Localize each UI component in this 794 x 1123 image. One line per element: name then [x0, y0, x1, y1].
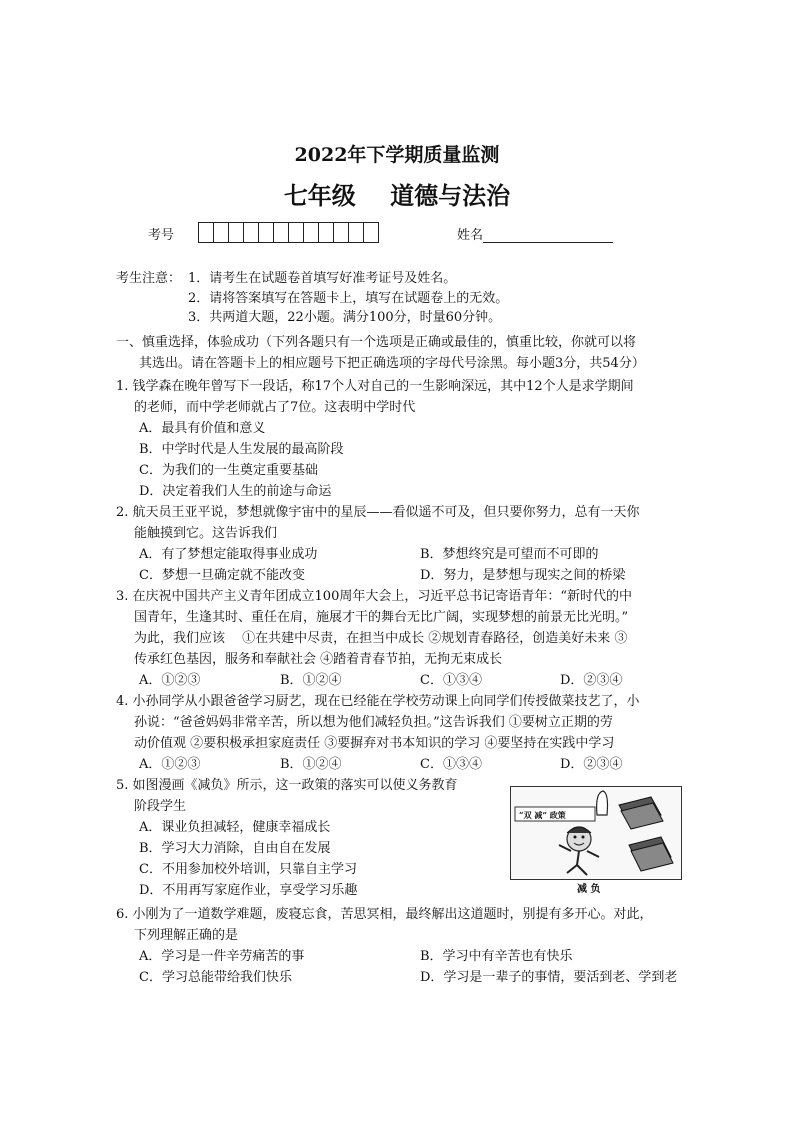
exam-no-box[interactable] [214, 223, 229, 242]
exam-no-box[interactable] [334, 223, 349, 242]
exam-no-box[interactable] [304, 223, 319, 242]
question-stem: 为此，我们应该 ①在共建中尽责，在担当中成长 ②规划青春路径，创造美好未来 ③ [134, 631, 628, 646]
option: B．中学时代是人生发展的最高阶段 [139, 442, 344, 457]
exam-no-box[interactable] [229, 223, 244, 242]
notice-item: 2．请将答案填写在答题卡上，填写在试题卷上的无效。 [188, 291, 509, 306]
question-stem: 1. 钱学森在晚年曾写下一段话，称17个人对自己的一生影响深远，其中12个人是求学期间 [116, 379, 634, 394]
option: D．学习是一辈子的事情，要活到老、学到老 [420, 970, 678, 985]
option: A．最具有价值和意义 [139, 421, 266, 436]
section-heading-cont: 其选出。请在答题卡上的相应题号下把正确选项的字母代号涂黑。每小题3分，共54分） [139, 356, 645, 371]
question-stem: 6. 小刚为了一道数学难题，废寝忘食，苦思冥相，最终解出这道题时，别提有多开心。对此， [116, 907, 653, 922]
comic-image [510, 786, 682, 880]
exam-no-box[interactable] [199, 223, 214, 242]
question-stem: 的老师，而中学老师就占了7位。这表明中学时代 [134, 400, 416, 415]
exam-no-box[interactable] [319, 223, 334, 242]
option: C．为我们的一生奠定重要基础 [139, 463, 318, 478]
subject-title [0, 176, 794, 211]
exam-no-box[interactable] [274, 223, 289, 242]
question-stem: 孙说：“爸爸妈妈非常辛苦，所以想为他们减轻负担。”这告诉我们 ①要树立正期的劳 [134, 715, 613, 730]
option: B．学习大力消除，自由自在发展 [139, 841, 331, 856]
question-stem: 下列理解正确的是 [134, 928, 239, 943]
option: D．不用再写家庭作业，享受学习乐趣 [139, 883, 358, 898]
exam-no-box[interactable] [244, 223, 259, 242]
option: C．梦想一旦确定就不能改变 [139, 568, 305, 583]
option: D．努力，是梦想与现实之间的桥梁 [420, 568, 626, 583]
subject-label: 道德与法治 [390, 181, 511, 210]
exam-no-box[interactable] [364, 223, 378, 242]
section-heading: 一、慎重选择，体验成功（下列各题只有一个选项是正确或最佳的，慎重比较，你就可以将 [116, 335, 637, 350]
question-stem: 能触摸到它。这告诉我们 [134, 526, 278, 541]
exam-no-box[interactable] [259, 223, 274, 242]
question-stem: 3. 在庆祝中国共产主义青年团成立100周年大会上，习近平总书记寄语青年：“新时代的中 [116, 589, 632, 604]
question-stem: 动价值观 ②要积极承担家庭责任 ③要摒弃对书本知识的学习 ④要坚持在实践中学习 [134, 736, 615, 751]
option: A．有了梦想定能取得事业成功 [139, 547, 318, 562]
question-stem: 2. 航天员王亚平说，梦想就像宇宙中的星辰——看似遥不可及，但只要你努力，总有一天你 [116, 505, 640, 520]
name-underline[interactable] [483, 228, 613, 243]
question-stem: 国青年，生逢其时、重任在肩，施展才干的舞台无比广阔，实现梦想的前景无比光明。” [134, 610, 629, 625]
option: B．学习中有辛苦也有快乐 [420, 949, 573, 964]
exam-title: 2022年下学期质量监测 [294, 144, 500, 166]
option: C．不用参加校外培训，只靠自主学习 [139, 862, 357, 877]
option: B．梦想终究是可望而不可即的 [420, 547, 599, 562]
comic-caption: 减 负 [577, 884, 601, 895]
question-stem: 阶段学生 [134, 799, 187, 814]
option: A．①②③ [139, 673, 201, 688]
exam-no-box[interactable] [289, 223, 304, 242]
name-label: 姓名 [457, 228, 484, 243]
option: D．决定着我们人生的前途与命运 [139, 484, 332, 499]
option: C．学习总能带给我们快乐 [139, 970, 292, 985]
notice-label: 考生注意： [116, 271, 182, 286]
option: B．①②④ [280, 673, 342, 688]
option: D．②③④ [560, 673, 623, 688]
option: C．①③④ [420, 673, 482, 688]
question-stem: 传承红色基因，服务和奉献社会 ④踏着青春节拍，无拘无束成长 [134, 652, 503, 667]
option: B．①②④ [280, 757, 342, 772]
comic-drawing [511, 787, 681, 879]
exam-no-box[interactable] [349, 223, 364, 242]
option: A．①②③ [139, 757, 201, 772]
notice-item: 3．共两道大题，22小题。满分100分，时量60分钟。 [188, 310, 502, 325]
exam-no-boxes[interactable] [198, 222, 379, 243]
exam-no-label: 考号 [148, 228, 175, 243]
option: A．学习是一件辛劳痛苦的事 [139, 949, 305, 964]
notice-item: 1．请考生在试题卷首填写好准考证号及姓名。 [188, 271, 457, 286]
question-stem: 5. 如图漫画《减负》所示，这一政策的落实可以使义务教育 [116, 778, 458, 793]
name-field[interactable] [457, 224, 613, 243]
option: A．课业负担减轻，健康幸福成长 [139, 820, 331, 835]
question-stem: 4. 小孙同学从小跟爸爸学习厨艺，现在已经能在学校劳动课上向同学们传授做菜技艺了，小 [116, 694, 640, 709]
comic-banner-text: “双 减” 政策 [519, 810, 566, 820]
option: C．①③④ [420, 757, 482, 772]
option: D．②③④ [560, 757, 623, 772]
grade-label: 七年级 [283, 181, 356, 210]
